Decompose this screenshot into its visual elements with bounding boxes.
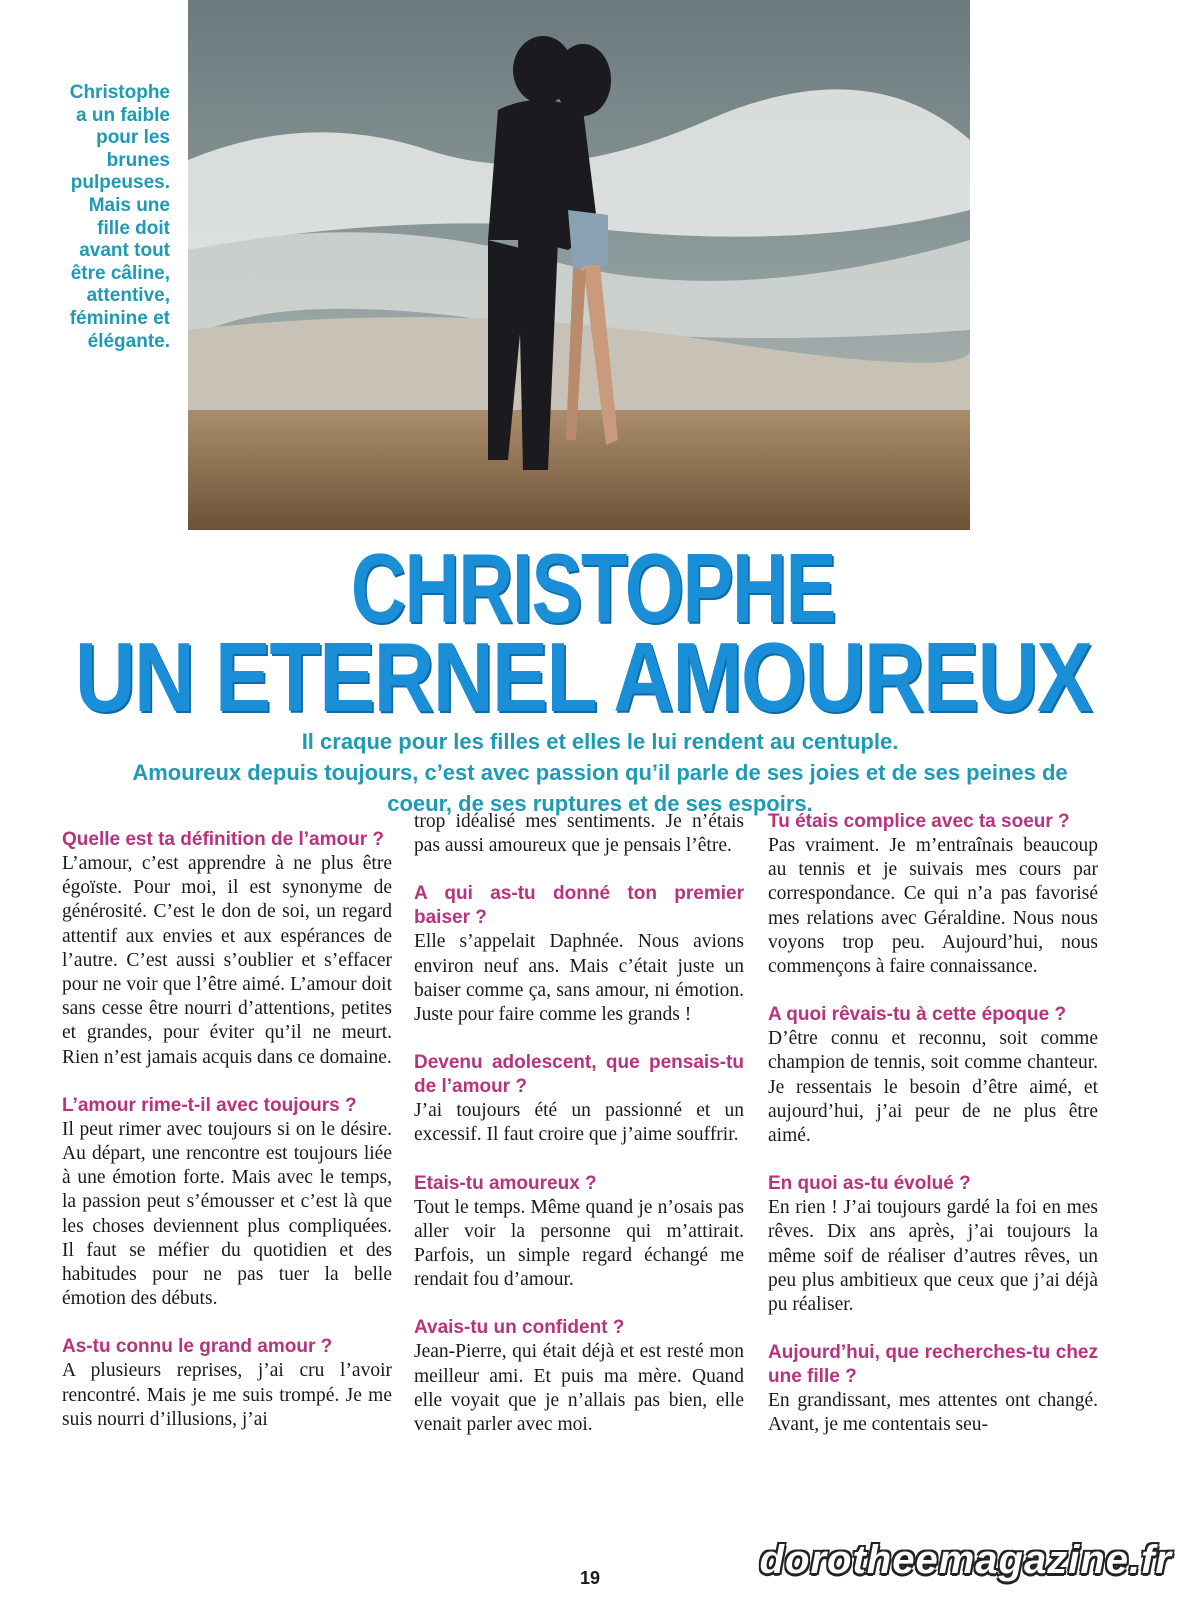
question-heading: L’amour rime-t-il avec toujours ?: [62, 1094, 357, 1116]
caption-line: pulpeuses.: [70, 172, 170, 194]
caption-line: Mais une: [88, 194, 170, 216]
question-heading: As-tu connu le grand amour ?: [62, 1336, 333, 1358]
caption-line: être câline,: [70, 262, 170, 284]
headline-line-1: CHRISTOPHE: [350, 533, 836, 643]
question-heading: Avais-tu un confident ?: [414, 1317, 625, 1339]
question-heading: Quelle est ta définition de l’amour ?: [62, 829, 384, 850]
answer-text: trop idéalisé mes sentiments. Je n’étais pas aussi amoureux que je pensais l’être.: [414, 811, 744, 857]
caption-line: élégante.: [87, 330, 170, 352]
caption-line: avant tout: [79, 240, 170, 262]
intro-paragraph: [60, 726, 1140, 819]
caption-line: fille doit: [97, 217, 170, 239]
headline-line-2: UN ETERNEL AMOUREUX: [74, 622, 1092, 732]
answer-text: D’être connu et reconnu, soit comme champion de tennis, soit comme chanteur. Je ressentais le besoin d’être aimé, et aujourd’hui, j’ai peur de ne plus être aimé.: [768, 1028, 1098, 1147]
answer-text: Elle s’appelait Daphnée. Nous avions environ neuf ans. Mais c’était juste un baiser comme ça, sans amour, ni émotion. Juste pour faire comme les grands !: [414, 931, 744, 1026]
question-heading: Devenu adolescent, que pensais-tu de l’amour ?: [414, 1052, 744, 1098]
caption-line: Christophe: [69, 82, 170, 103]
question-heading: A qui as-tu donné ton premier baiser ?: [414, 883, 744, 929]
answer-text: Il peut rimer avec toujours si on le désire. Au départ, une rencontre est toujours liée à une émotion forte. Mais avec le temps, la passion peut s’émousser et c’est là que les choses deviennent plus compliquées. Il faut se méfier du quotidien et des habitudes pour ne pas tuer la belle émotion des débuts.: [62, 1118, 392, 1310]
answer-text: Pas vraiment. Je m’entraînais beaucoup au tennis et je suivais mes cours par correspondance. Ce qui n’a pas favorisé mes relations avec Géraldine. Nous nous voyons trop peu. Aujourd’hui, nous commençons à faire connaissance.: [768, 835, 1098, 978]
answer-text: J’ai toujours été un passionné et un excessif. Il faut croire que j’aime souffrir.: [414, 1100, 744, 1146]
text-column-1: [62, 828, 392, 1456]
site-watermark: dorotheemagazine.fr: [759, 1538, 1172, 1582]
question-heading: A quoi rêvais-tu à cette époque ?: [768, 1004, 1067, 1026]
caption-line: féminine et: [69, 307, 170, 329]
answer-text: A plusieurs reprises, j’ai cru l’avoir rencontré. Mais je me suis trompé. Je me suis nourri d’illusions, j’ai: [62, 1360, 392, 1430]
answer-text: Tout le temps. Même quand je n’osais pas aller voir la personne qui m’attirait. Parfois, un simple regard échangé me rendait fou d’amour.: [414, 1196, 744, 1291]
caption-line: attentive,: [86, 285, 170, 307]
answer-text: L’amour, c’est apprendre à ne plus être égoïste. Pour moi, il est synonyme de générosité. C’est le don de soi, un regard attentif aux envies et aux espérances de l’autre. C’est aussi s’oublier et s’effacer pour ne voir que l’être aimé. L’amour doit sans cesse être nourri d’attentions, petites et grandes, pour éviter qu’il ne meurt. Rien n’est jamais acquis dans ce domaine.: [62, 853, 392, 1068]
page-number: 19: [580, 1568, 601, 1588]
intro-line: Il craque pour les filles et elles le lui rendent au centuple.: [301, 729, 899, 754]
caption-line: a un faible: [76, 104, 170, 126]
caption-line: pour les: [96, 127, 170, 149]
text-column-2: [414, 810, 744, 1461]
intro-line: coeur, de ses ruptures et de ses espoirs.: [387, 791, 813, 816]
photo-caption: [20, 82, 170, 353]
beach-photo: [188, 0, 970, 530]
intro-line: Amoureux depuis toujours, c’est avec passion qu’il parle de ses joies et de ses peines de: [132, 760, 1068, 785]
answer-text: Jean-Pierre, qui était déjà et est resté mon meilleur ami. Et puis ma mère. Quand elle voyait que je n’allais pas bien, elle venait parler avec moi.: [414, 1341, 744, 1436]
question-heading: En quoi as-tu évolué ?: [768, 1173, 971, 1195]
answer-text: En grandissant, mes attentes ont changé. Avant, je me contentais seu-: [768, 1390, 1098, 1436]
question-heading: Tu étais complice avec ta soeur ?: [768, 811, 1070, 832]
text-column-3: [768, 810, 1098, 1462]
question-heading: Etais-tu amoureux ?: [414, 1172, 597, 1194]
answer-text: En rien ! J’ai toujours gardé la foi en mes rêves. Dix ans après, j’ai toujours la même soif de réaliser d’autres rêves, un peu plus ambitieux que ceux que j’ai déjà pu réaliser.: [768, 1197, 1098, 1316]
question-heading: Aujourd’hui, que recherches-tu chez une fille ?: [768, 1342, 1098, 1388]
caption-line: brunes: [106, 149, 170, 171]
